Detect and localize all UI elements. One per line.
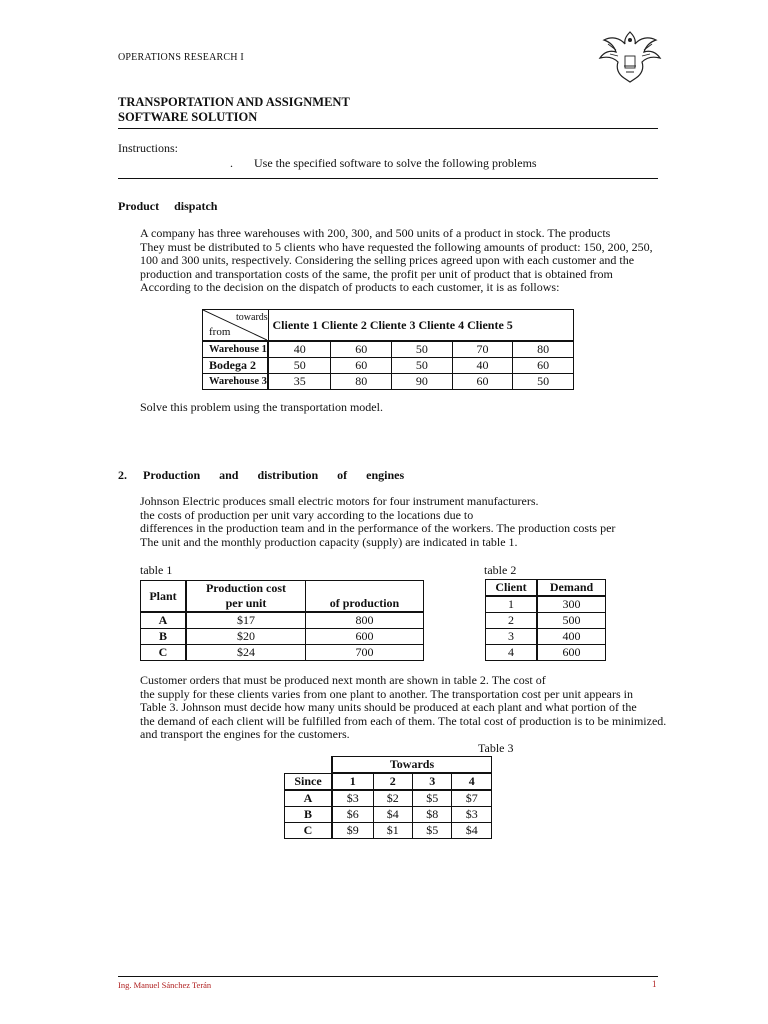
table-cell: $5: [412, 790, 451, 807]
production-cell: 700: [306, 645, 424, 661]
table-row: [141, 629, 424, 645]
section-heading-production-distribution: [118, 468, 420, 483]
paragraph-line: Customer orders that must be produced next month are shown in table 2. The cost of: [140, 673, 546, 687]
course-name: OPERATIONS RESEARCH I: [118, 52, 244, 63]
table-cell: $4: [452, 823, 492, 839]
column-header: 2: [373, 773, 412, 790]
demand-table: [485, 579, 606, 661]
table-row: [285, 823, 492, 839]
table-cell: $7: [452, 790, 492, 807]
demand-cell: 600: [537, 645, 606, 661]
header-since: Since: [285, 773, 333, 790]
table-cell: 80: [331, 374, 392, 390]
heading-word: of: [337, 468, 348, 482]
header-of-production: of production: [306, 581, 424, 613]
header-cost-line2: per unit: [225, 596, 267, 610]
table-cell: 60: [513, 358, 574, 374]
heading-word: and: [219, 468, 239, 482]
header-client: Client: [486, 580, 538, 597]
header-plant: Plant: [141, 581, 187, 613]
table-row: [203, 358, 574, 374]
header-production-cost: [186, 581, 306, 613]
footer-author: Ing. Manuel Sánchez Terán: [118, 980, 212, 990]
table-cell: 50: [392, 358, 453, 374]
paragraph-line: production and transportation costs of the same, the profit per unit of product that is obtained from: [140, 266, 613, 281]
footer-divider: [118, 976, 658, 977]
document-title: [118, 95, 350, 125]
row-label: A: [285, 790, 333, 807]
table-cell: 70: [452, 341, 513, 358]
table-row: [486, 629, 606, 645]
transport-cost-table: [284, 756, 492, 839]
clients-header: Cliente 1 Cliente 2 Cliente 3 Cliente 4 Cliente 5: [268, 310, 574, 342]
client-cell: 3: [486, 629, 538, 645]
demand-cell: 400: [537, 629, 606, 645]
row-label: C: [285, 823, 333, 839]
table-corner-cell: [203, 310, 269, 342]
paragraph-line: and transport the engines for the customers.: [140, 727, 350, 742]
title-line-2: SOFTWARE SOLUTION: [118, 110, 258, 124]
problem2-paragraph-2: [140, 674, 700, 742]
table-cell: 50: [513, 374, 574, 390]
title-line-1: TRANSPORTATION AND ASSIGNMENT: [118, 95, 350, 109]
profit-table: [202, 309, 574, 390]
cost-cell: $20: [186, 629, 306, 645]
instructions-text: Use the specified software to solve the following problems: [254, 156, 537, 170]
paragraph-line: differences in the production team and in the performance of the workers. The production costs per: [140, 521, 616, 536]
table-cell: 50: [268, 358, 331, 374]
paragraph-line: According to the decision on the dispatch of products to each customer, it is as follows:: [140, 280, 560, 295]
table-cell: $3: [332, 790, 373, 807]
paragraph-line: the costs of production per unit vary according to the locations due to: [140, 507, 474, 522]
header-demand: Demand: [537, 580, 606, 597]
instructions-bullet: .: [230, 156, 233, 170]
table-cell: 60: [452, 374, 513, 390]
plant-cell: B: [141, 629, 187, 645]
section-heading-product-dispatch: Product dispatch: [118, 199, 218, 213]
section-number: 2.: [118, 468, 127, 482]
paragraph-line: Table 3. Johnson must decide how many units should be produced at each plant and what portion of the: [140, 700, 637, 715]
plant-cell: C: [141, 645, 187, 661]
table-row: [141, 645, 424, 661]
column-header: 1: [332, 773, 373, 790]
problem2-paragraph-1: [140, 495, 700, 549]
table-row: [486, 645, 606, 661]
heading-word: Production: [143, 468, 201, 482]
production-cell: 800: [306, 612, 424, 629]
table-row: [203, 341, 574, 358]
page-number: 1: [652, 979, 657, 989]
paragraph-line: A company has three warehouses with 200, 300, and 500 units of a product in stock. The products: [140, 226, 611, 240]
table-cell: 35: [268, 374, 331, 390]
client-cell: 4: [486, 645, 538, 661]
problem1-paragraph: [140, 227, 700, 295]
table-cell: 80: [513, 341, 574, 358]
table1-caption: table 1: [140, 563, 173, 577]
row-label: Bodega 2: [203, 358, 269, 374]
divider: [118, 178, 658, 179]
table-cell: 50: [392, 341, 453, 358]
client-cell: 1: [486, 596, 538, 613]
divider: [118, 128, 658, 129]
column-header: 3: [412, 773, 451, 790]
paragraph-line: 100 and 300 units, respectively. Considering the selling prices agreed upon with each customer and the: [140, 253, 635, 268]
table-row: [285, 790, 492, 807]
table-cell: $2: [373, 790, 412, 807]
corner-from-label: from: [209, 326, 231, 338]
table2-caption: table 2: [484, 563, 517, 577]
table-row: [141, 612, 424, 629]
header-cost-line1: Production cost: [205, 581, 287, 595]
table-row: [203, 374, 574, 390]
blank-cell: [285, 757, 333, 774]
heading-word: distribution: [257, 468, 319, 482]
demand-cell: 500: [537, 613, 606, 629]
eagle-crest-icon: [598, 26, 662, 84]
table-row: [486, 613, 606, 629]
table-cell: $4: [373, 807, 412, 823]
table-row: [285, 807, 492, 823]
row-label: B: [285, 807, 333, 823]
paragraph-line: the supply for these clients varies from one plant to another. The transportation cost per unit appears in: [140, 686, 633, 701]
corner-towards-label: towards: [236, 312, 268, 323]
table-cell: 60: [331, 341, 392, 358]
table-cell: $1: [373, 823, 412, 839]
table-cell: $3: [452, 807, 492, 823]
table-cell: $5: [412, 823, 451, 839]
table-cell: $9: [332, 823, 373, 839]
table-cell: 40: [268, 341, 331, 358]
demand-cell: 300: [537, 596, 606, 613]
column-header: 4: [452, 773, 492, 790]
production-cell: 600: [306, 629, 424, 645]
table-cell: $8: [412, 807, 451, 823]
paragraph-line: They must be distributed to 5 clients who have requested the following amounts of product: 150, 200, 250,: [140, 239, 653, 254]
client-cell: 2: [486, 613, 538, 629]
table-cell: 90: [392, 374, 453, 390]
cost-cell: $17: [186, 612, 306, 629]
plant-cell: A: [141, 612, 187, 629]
production-cost-table: [140, 580, 424, 661]
instructions-label: Instructions:: [118, 141, 178, 155]
row-label: Warehouse 3: [203, 374, 269, 390]
header-towards: Towards: [332, 757, 492, 774]
paragraph-line: The unit and the monthly production capacity (supply) are indicated in table 1.: [140, 534, 518, 549]
row-label: Warehouse 1: [203, 341, 269, 358]
paragraph-line: the demand of each client will be fulfilled from each of them. The total cost of production is to be minimized.: [140, 713, 667, 728]
paragraph-line: Johnson Electric produces small electric motors for four instrument manufacturers.: [140, 494, 539, 508]
table3-caption: Table 3: [478, 741, 514, 755]
solve-instruction: Solve this problem using the transportation model.: [140, 400, 383, 414]
table-cell: 40: [452, 358, 513, 374]
table-row: [486, 596, 606, 613]
cost-cell: $24: [186, 645, 306, 661]
table-cell: $6: [332, 807, 373, 823]
heading-word: engines: [366, 468, 405, 482]
table-cell: 60: [331, 358, 392, 374]
